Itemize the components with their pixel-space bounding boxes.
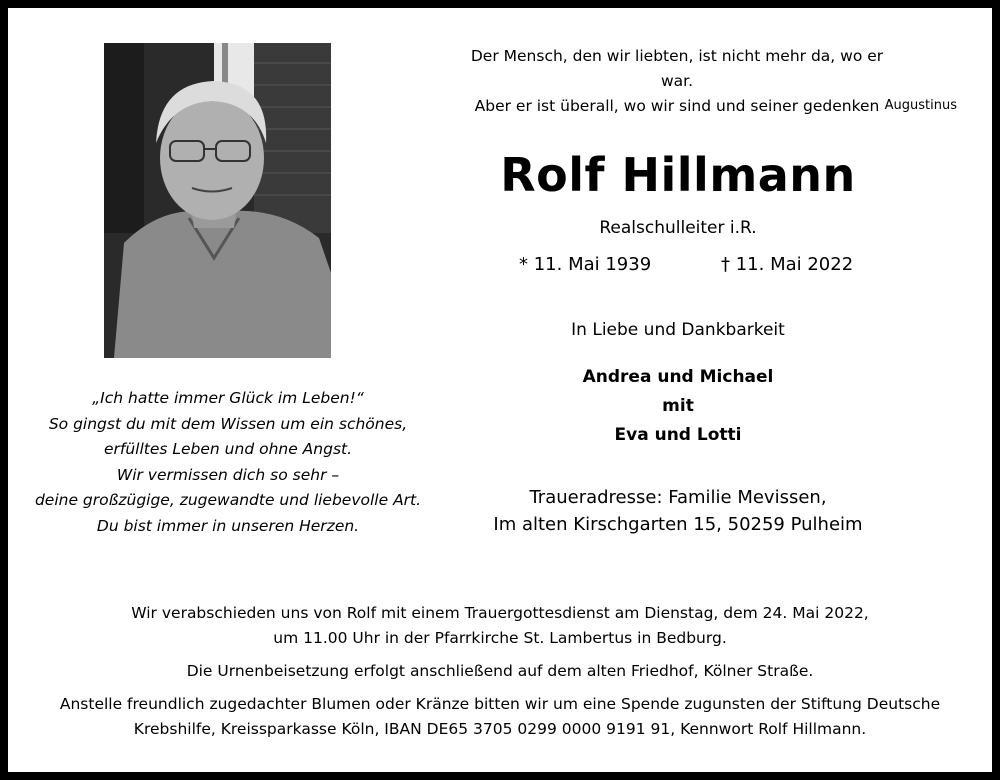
poem-line: deine großzügige, zugewandte und liebevolle Art. <box>34 491 422 509</box>
donation-line: Anstelle freundlich zugedachter Blumen oder Kränze bitten wir um eine Spende zugunsten der Stiftung Deutsche <box>59 695 941 713</box>
epigraph-quote <box>457 44 897 119</box>
mourning-address <box>438 484 918 538</box>
quote-line: Aber er ist überall, wo wir sind und seiner gedenken <box>474 97 880 115</box>
service-line: um 11.00 Uhr in der Pfarrkirche St. Lambertus in Bedburg. <box>273 629 727 647</box>
family-line: Eva und Lotti <box>614 425 742 445</box>
deceased-title: Realschulleiter i.R. <box>599 218 757 238</box>
farewell-poem <box>8 386 448 539</box>
poem-line: erfülltes Leben und ohne Angst. <box>103 440 353 458</box>
quote-line: Der Mensch, den wir liebten, ist nicht mehr da, wo er war. <box>470 47 884 90</box>
dedication-text: In Liebe und Dankbarkeit <box>571 320 785 340</box>
portrait-photo <box>104 43 331 358</box>
poem-line: Wir vermissen dich so sehr – <box>116 465 340 484</box>
donation-line: Krebshilfe, Kreissparkasse Köln, IBAN DE65 3705 0299 0000 9191 91, Kennwort Rolf Hillmann. <box>133 720 867 738</box>
service-line: Wir verabschieden uns von Rolf mit einem Trauergottesdienst am Dienstag, dem 24. Mai 2022, <box>131 604 869 622</box>
family-line: mit <box>662 396 694 416</box>
obituary-notice <box>8 8 992 772</box>
address-line: Traueradresse: Familie Mevissen, <box>529 487 827 508</box>
address-line: Im alten Kirschgarten 15, 50259 Pulheim <box>493 514 863 535</box>
quote-author: Augustinus <box>884 98 957 113</box>
poem-line: Du bist immer in unseren Herzen. <box>96 516 360 535</box>
birth-date: * 11. Mai 1939 <box>519 254 652 275</box>
poem-line: „Ich hatte immer Glück im Leben!“ <box>92 389 364 407</box>
burial-line: Die Urnenbeisetzung erfolgt anschließend auf dem alten Friedhof, Kölner Straße. <box>186 662 814 680</box>
family-line: Andrea und Michael <box>582 367 774 387</box>
death-date: † 11. Mai 2022 <box>721 254 854 275</box>
family-names <box>438 363 918 450</box>
deceased-name: Rolf Hillmann <box>500 148 856 202</box>
service-details <box>8 601 992 742</box>
poem-line: So gingst du mit dem Wissen um ein schönes, <box>48 414 408 433</box>
